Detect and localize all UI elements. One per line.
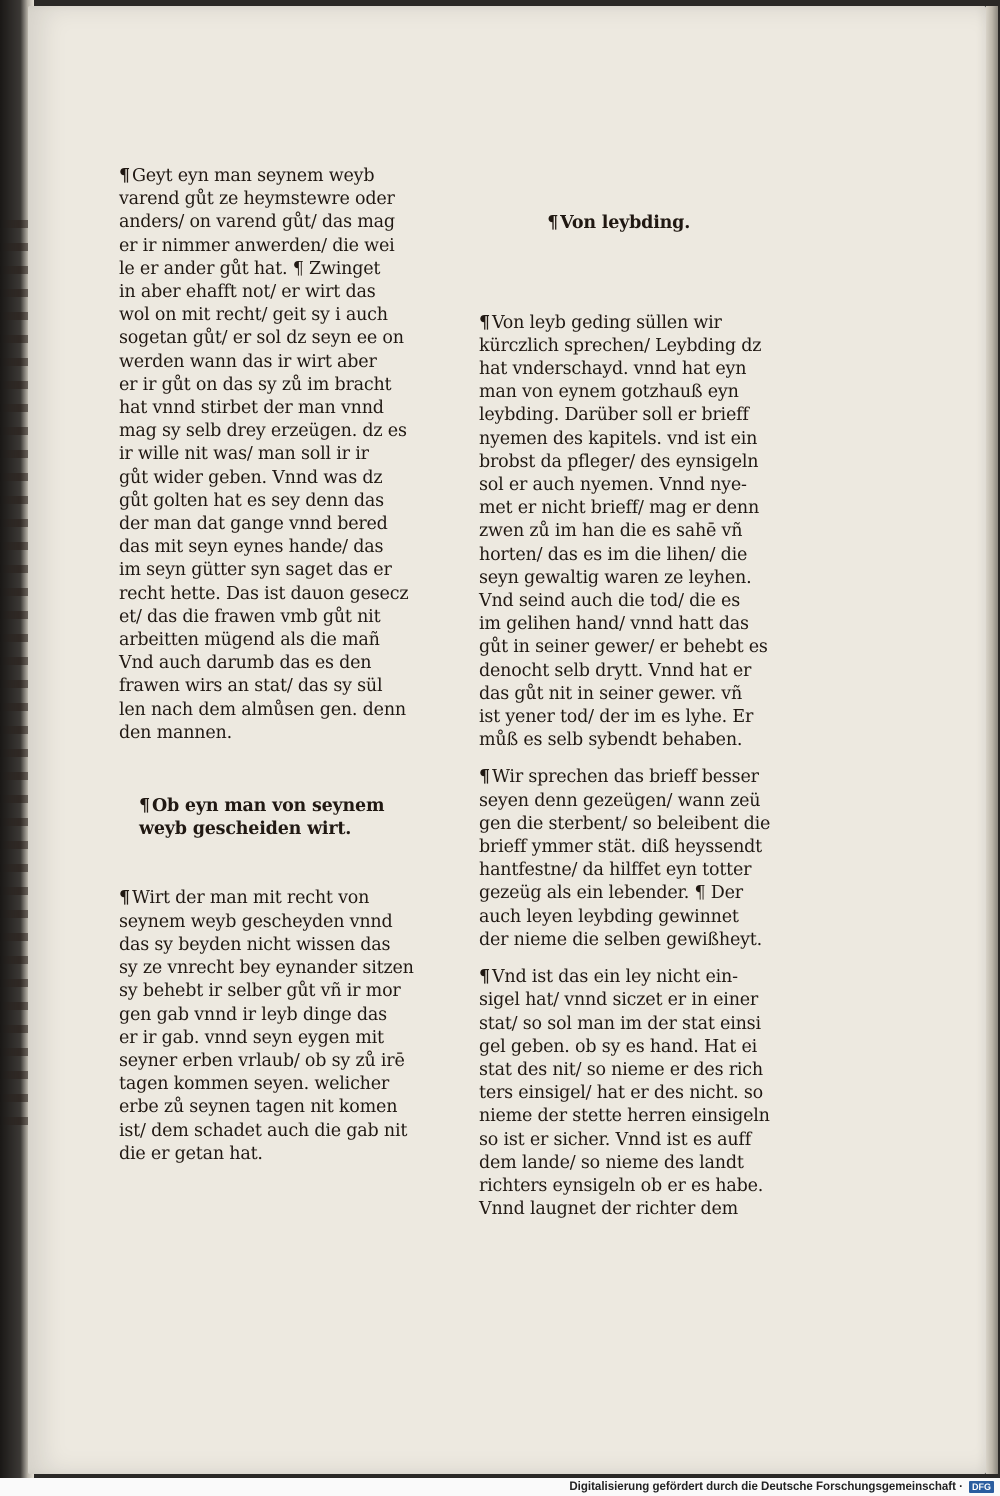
text-line: ters einsigel/ hat er des nicht. so (479, 1083, 764, 1104)
text-line: gůt in seiner gewer/ er behebt es (479, 637, 768, 658)
left-paragraph-1 (119, 165, 414, 745)
text-line: gel geben. ob sy es hand. Hat ei (479, 1036, 758, 1057)
pilcrow-mark: ¶ (479, 312, 490, 333)
text-line: gůt golten hat es sey denn das (119, 490, 384, 511)
text-line: man von eynem gotzhauß eyn (479, 382, 739, 403)
right-heading-1: ¶ Von leybding. (547, 213, 691, 234)
text-line: seynem weyb gescheyden vnnd (119, 911, 393, 932)
text-line: Vnd seind auch die tod/ die es (479, 591, 740, 612)
text-line: der man dat gange vnnd bered (119, 514, 388, 535)
text-line: seyen denn gezeügen/ wann zeü (479, 790, 761, 811)
text-line: er ir gab. vnnd seyn eygen mit (119, 1027, 384, 1048)
dfg-logo: DFG (969, 1481, 994, 1493)
right-paragraph-1 (479, 312, 770, 753)
pilcrow-mark: ¶ (119, 888, 130, 909)
pilcrow-mark: ¶ (139, 796, 150, 817)
text-line: anders/ on varend gůt/ das mag (119, 212, 395, 233)
text-line: ist/ dem schadet auch die gab nit (119, 1120, 408, 1141)
text-line: leybding. Darüber soll er brieff (479, 405, 749, 426)
text-line: werden wann das ir wirt aber (119, 351, 377, 372)
right-paragraph-2 (479, 766, 770, 952)
text-line: seyn gewaltig waren ze leyhen. (479, 567, 752, 588)
pilcrow-mark: ¶ (479, 967, 490, 988)
text-line: nyemen des kapitels. vnd ist ein (479, 428, 758, 449)
pilcrow-mark: ¶ (479, 767, 490, 788)
text-line: auch leyen leybding gewinnet (479, 906, 739, 927)
text-line: sol er auch nyemen. Vnnd nye- (479, 475, 747, 496)
text-line: ist yener tod/ der im es lyhe. Er (479, 707, 754, 728)
text-line: er ir nimmer anwerden/ die wei (119, 235, 395, 256)
text-line: ¶ Ob eyn man von seynem (139, 796, 385, 817)
text-line: den mannen. (119, 722, 232, 743)
text-line: dem lande/ so nieme des landt (479, 1152, 744, 1173)
text-line: varend gůt ze heymstewre oder (119, 189, 395, 210)
text-line: hat vnnd stirbet der man vnnd (119, 398, 384, 419)
text-line: gezeüg als ein lebender. ¶ Der (479, 883, 743, 904)
text-line: er ir gůt on das sy zů im bracht (119, 374, 392, 395)
left-text-column (119, 165, 414, 1166)
left-paragraph-2 (119, 887, 414, 1165)
text-line: das gůt nit in seiner gewer. vñ (479, 683, 743, 704)
text-line: hantfestne/ da hilffet eyn totter (479, 860, 752, 881)
text-line: et/ das die frawen vmb gůt nit (119, 606, 381, 627)
text-line: wol on mit recht/ geit sy i auch (119, 305, 388, 326)
funding-credit: Digitalisierung gefördert durch die Deutsche Forschungsgemeinschaft · (569, 1481, 963, 1493)
text-line: ¶ Geyt eyn man seynem weyb (119, 166, 375, 186)
text-line: im gelihen hand/ vnnd hatt das (479, 614, 749, 635)
text-line: tagen kommen seyen. welicher (119, 1074, 390, 1095)
text-line: brobst da pfleger/ des eynsigeln (479, 451, 759, 472)
text-line: mag sy selb drey erzeügen. dz es (119, 421, 407, 442)
text-line: stat des nit/ so nieme er des rich (479, 1059, 763, 1080)
text-line: sy ze vnrecht bey eynander sitzen (119, 958, 414, 979)
text-line: stat/ so sol man im der stat einsi (479, 1013, 761, 1034)
text-line: met er nicht brieff/ mag er denn (479, 498, 760, 519)
text-line: horten/ das es im die lihen/ die (479, 544, 748, 565)
text-line: das sy beyden nicht wissen das (119, 934, 391, 955)
text-line: ¶ Vnd ist das ein ley nicht ein- (479, 967, 738, 988)
text-line: in aber ehafft not/ er wirt das (119, 282, 376, 303)
right-paragraph-3 (479, 966, 770, 1221)
text-line: gen die sterbent/ so beleibent die (479, 813, 771, 834)
footer-bar (0, 1478, 1000, 1496)
text-line: ¶ Wirt der man mit recht von (119, 888, 370, 909)
text-line: zwen zů im han die es sahē vñ (479, 521, 743, 542)
text-line: ir wille nit was/ man soll ir ir (119, 444, 369, 465)
text-line: frawen wirs an stat/ das sy sül (119, 676, 383, 697)
text-line: richters eynsigeln ob er es habe. (479, 1175, 764, 1196)
text-line: weyb gescheiden wirt. (139, 819, 352, 840)
text-line: sy behebt ir selber gůt vñ ir mor (119, 981, 401, 1002)
text-line: der nieme die selben gewißheyt. (479, 929, 763, 950)
text-line: ¶ Von leyb geding süllen wir (479, 312, 722, 333)
text-line: gůt wider geben. Vnnd was dz (119, 467, 383, 488)
text-line: seyner erben vrlaub/ ob sy zů irē (119, 1050, 405, 1071)
text-line: le er ander gůt hat. ¶ Zwinget (119, 258, 381, 279)
text-line: Vnnd laugnet der richter dem (479, 1199, 739, 1220)
text-line: arbeitten mügend als die mañ (119, 630, 380, 651)
text-line: ¶ Wir sprechen das brieff besser (479, 767, 759, 788)
text-line: im seyn gütter syn saget das er (119, 560, 392, 581)
left-heading-2 (119, 795, 414, 841)
text-line: recht hette. Das ist dauon gesecz (119, 583, 409, 604)
text-line: kürczlich sprechen/ Leybding dz (479, 335, 762, 356)
text-line: denocht selb drytt. Vnnd hat er (479, 660, 752, 681)
text-line: sigel hat/ vnnd siczet er in einer (479, 990, 759, 1011)
previous-page-edge (0, 220, 30, 1140)
text-line: nieme der stette herren einsigeln (479, 1106, 770, 1127)
right-text-column (479, 189, 770, 1221)
text-line: sogetan gůt/ er sol dz seyn ee on (119, 328, 404, 349)
text-line: Vnd auch darumb das es den (119, 653, 372, 674)
text-line: gen gab vnnd ir leyb dinge das (119, 1004, 387, 1025)
text-line: so ist er sicher. Vnnd ist es auff (479, 1129, 751, 1150)
text-line: brieff ymmer stät. diß heyssendt (479, 837, 762, 858)
text-line: len nach dem almůsen gen. denn (119, 699, 406, 720)
pilcrow-mark: ¶ (547, 213, 559, 234)
text-line: hat vnderschayd. vnnd hat eyn (479, 359, 747, 380)
text-line: můß es selb sybendt behaben. (479, 730, 743, 751)
pilcrow-mark: ¶ (119, 166, 130, 186)
text-line: die er getan hat. (119, 1143, 263, 1164)
text-line: das mit seyn eynes hande/ das (119, 537, 384, 558)
text-line: erbe zů seynen tagen nit komen (119, 1097, 398, 1118)
